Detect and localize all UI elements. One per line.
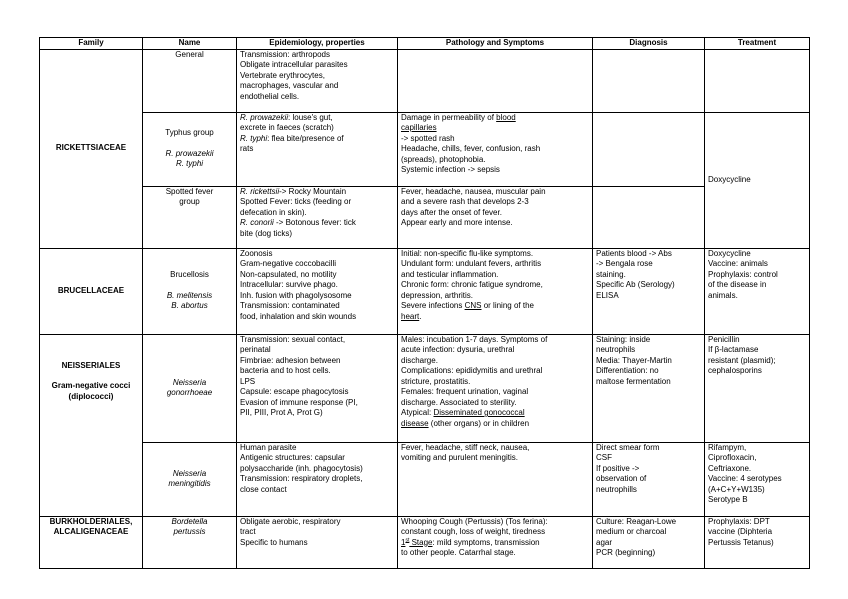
table-row [40,334,810,442]
path-meningitidis: Fever, headache, stiff neck, nausea, vomiting and purulent meningitis. [398,442,593,516]
path-typhus: Damage in permeability of blood capillaries -> spotted rash Headache, chills, fever, confusion, rash (spreads), photophobia. Systemic infection -> sepsis [398,112,593,186]
diag-general [593,49,705,112]
epi-general: Transmission: arthropods Obligate intracellular parasites Vertebrate erythrocytes, macrophages, vascular and endothelial cells. [237,49,398,112]
family-neisseriales: NEISSERIALES Gram-negative cocci (diplococci) [40,334,143,516]
diag-spotted-fever [593,186,705,248]
name-bordetella: Bordetella pertussis [143,516,237,568]
header-epidemiology: Epidemiology, properties [237,38,398,50]
diag-brucellosis: Patients blood -> Abs -> Bengala rose staining. Specific Ab (Serology) ELISA [593,248,705,334]
treat-brucellosis: Doxycycline Vaccine: animals Prophylaxis: control of the disease in animals. [705,248,810,334]
name-gonorrhoeae: Neisseria gonorrhoeae [143,334,237,442]
path-brucellosis: Initial: non-specific flu-like symptoms. Undulant form: undulant fevers, arthritis and testicular inflammation. Chronic form: chronic fatigue syndrome, depression, arthritis. Severe infections CNS or lining of the heart. [398,248,593,334]
path-gonorrhoeae: Males: incubation 1-7 days. Symptoms of acute infection: dysuria, urethral discharge. Complications: epididymitis and urethral stricture, prostatitis. Females: frequent urination, vaginal discharge. Associated to sterility. Atypical: Disseminated gonococcal disease (other organs) or in children [398,334,593,442]
path-bordetella: Whooping Cough (Pertussis) (Tos ferina): constant cough, loss of weight, tiredness 1st Stage: mild symptoms, transmission to other people. Catarrhal stage. [398,516,593,568]
microbiology-table [39,37,810,569]
header-row [40,38,810,50]
name-general: General [143,49,237,112]
name-brucellosis: Brucellosis B. melitensis B. abortus [143,248,237,334]
epi-bordetella: Obligate aerobic, respiratory tract Specific to humans [237,516,398,568]
path-spotted-fever: Fever, headache, nausea, muscular pain and a severe rash that develops 2-3 days after the onset of fever. Appear early and more intense. [398,186,593,248]
diag-bordetella: Culture: Reagan-Lowe medium or charcoal agar PCR (beginning) [593,516,705,568]
header-family: Family [40,38,143,50]
name-meningitidis: Neisseria meningitidis [143,442,237,516]
diag-typhus [593,112,705,186]
family-brucellaceae: BRUCELLACEAE [40,248,143,334]
name-spotted-fever: Spotted fever group [143,186,237,248]
diag-gonorrhoeae: Staining: inside neutrophils Media: Thayer-Martin Differentiation: no maltose fermentation [593,334,705,442]
table-row [40,112,810,186]
treat-bordetella: Prophylaxis: DPT vaccine (Diphteria Pertussis Tetanus) [705,516,810,568]
treat-general [705,49,810,112]
diag-meningitidis: Direct smear form CSF If positive -> observation of neutrophills [593,442,705,516]
table-row [40,186,810,248]
epi-gonorrhoeae: Transmission: sexual contact, perinatal Fimbriae: adhesion between bacteria and to host cells. LPS Capsule: escape phagocytosis Evasion of immune response (PI, PII, PIII, Prot A, Prot G) [237,334,398,442]
table-row [40,248,810,334]
header-name: Name [143,38,237,50]
family-rickettsiaceae: RICKETTSIACEAE [40,49,143,248]
table-row [40,442,810,516]
name-typhus: Typhus group R. prowazekii R. typhi [143,112,237,186]
table-row [40,516,810,568]
treat-gonorrhoeae: Penicillin If β-lactamase resistant (plasmid); cephalosporins [705,334,810,442]
header-pathology: Pathology and Symptoms [398,38,593,50]
path-general [398,49,593,112]
family-burkholderiales: BURKHOLDERIALES, ALCALIGENACEAE [40,516,143,568]
epi-brucellosis: Zoonosis Gram-negative coccobacilli Non-capsulated, no motility Intracellular: survive phago. Inh. fusion with phagolysosome Transmission: contaminated food, inhalation and skin wounds [237,248,398,334]
treat-meningitidis: Rifampym, Ciprofloxacin, Ceftriaxone. Vaccine: 4 serotypes (A+C+Y+W135) Serotype B [705,442,810,516]
epi-spotted-fever: R. rickettsii-> Rocky Mountain Spotted Fever: ticks (feeding or defecation in skin). R. conorii -> Botonous fever: tick bite (dog ticks) [237,186,398,248]
header-treatment: Treatment [705,38,810,50]
epi-typhus: R. prowazekii: louse's gut, excrete in faeces (scratch) R. typhi: flea bite/presence of rats [237,112,398,186]
table-row [40,49,810,112]
epi-meningitidis: Human parasite Antigenic structures: capsular polysaccharide (inh. phagocytosis) Transmission: respiratory droplets, close contact [237,442,398,516]
header-diagnosis: Diagnosis [593,38,705,50]
treat-rickettsiaceae: Doxycycline [705,112,810,248]
